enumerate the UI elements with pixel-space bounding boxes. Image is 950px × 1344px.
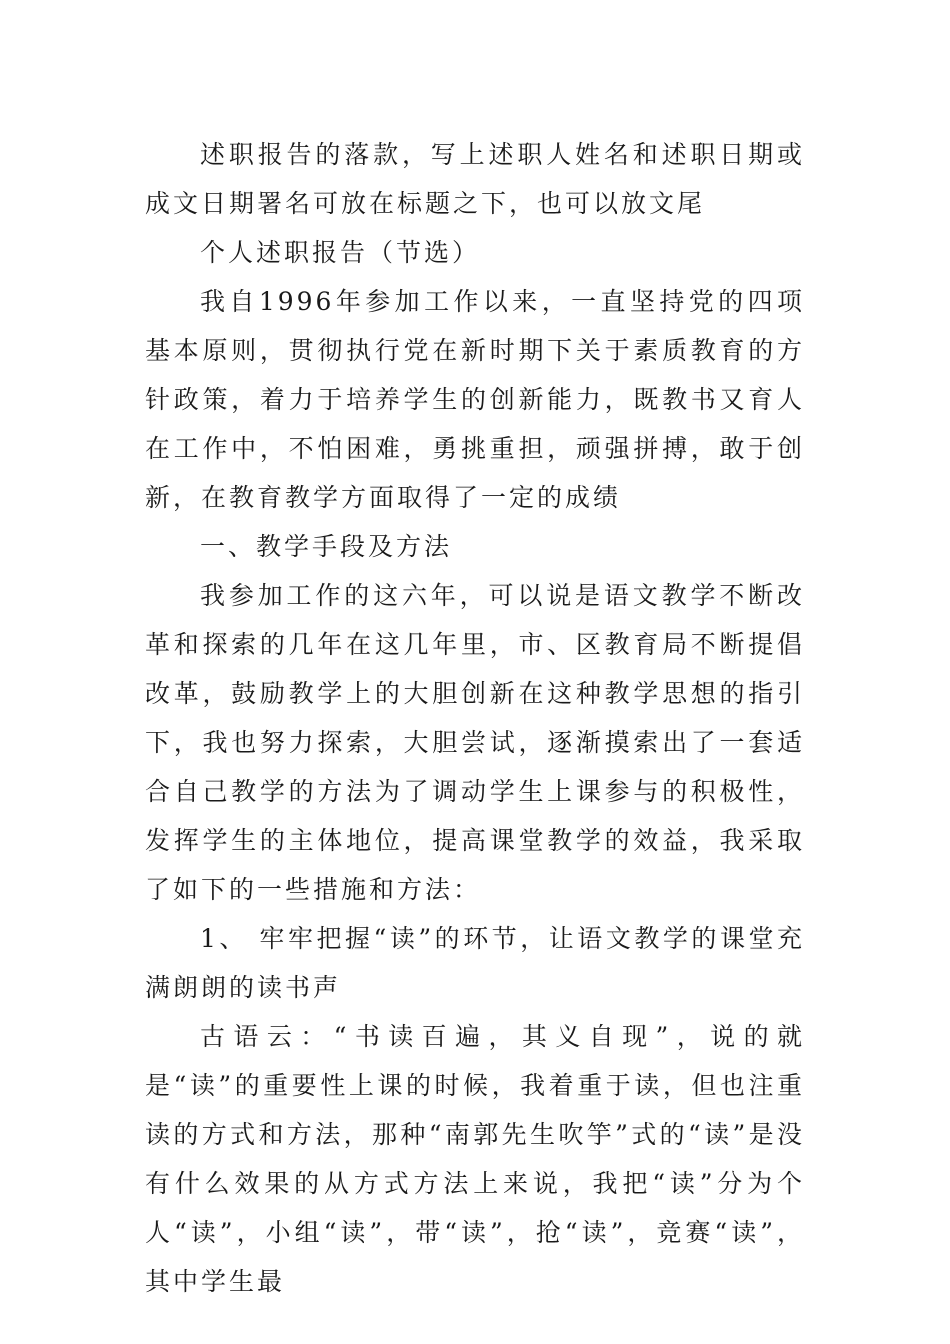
paragraph-reading-methods: 古语云：“书读百遍，其义自现”，说的就是“读”的重要性上课的时候，我着重于读，但也注重读的方式和方法，那种“南郭先生吹竽”式的“读”是没有什么效果的从方式方法上来说，我把“读”分为个人“读”，小组“读”，带“读”，抢“读”，竞赛“读”，其中学生最: [145, 1022, 805, 1296]
paragraph-teaching-reform: 我参加工作的这六年，可以说是语文教学不断改革和探索的几年在这几年里，市、区教育局不断提倡改革，鼓励教学上的大胆创新在这种教学思想的指引下，我也努力探索，大胆尝试，逐渐摸索出了一套适合自己教学的方法为了调动学生上课参与的积极性，发挥学生的主体地位，提高课堂教学的效益，我采取了如下的一些措施和方法：: [145, 581, 805, 904]
list-item-reading: 1、 牢牢把握“读”的环节，让语文教学的课堂充满朗朗的读书声: [145, 924, 805, 1002]
document-body: [145, 130, 805, 1306]
paragraph-report-title: 个人述职报告（节选）: [200, 238, 481, 267]
paragraph-intro: 我自1996年参加工作以来，一直坚持党的四项基本原则，贯彻执行党在新时期下关于素质教育的方针政策，着力于培养学生的创新能力，既教书又育人在工作中，不怕困难，勇挑重担，顽强拼搏，敢于创新，在教育教学方面取得了一定的成绩: [145, 287, 805, 512]
section-heading-teaching-methods: 一、教学手段及方法: [200, 532, 453, 561]
paragraph-signature-note: 述职报告的落款，写上述职人姓名和述职日期或成文日期署名可放在标题之下，也可以放文尾: [145, 140, 805, 218]
